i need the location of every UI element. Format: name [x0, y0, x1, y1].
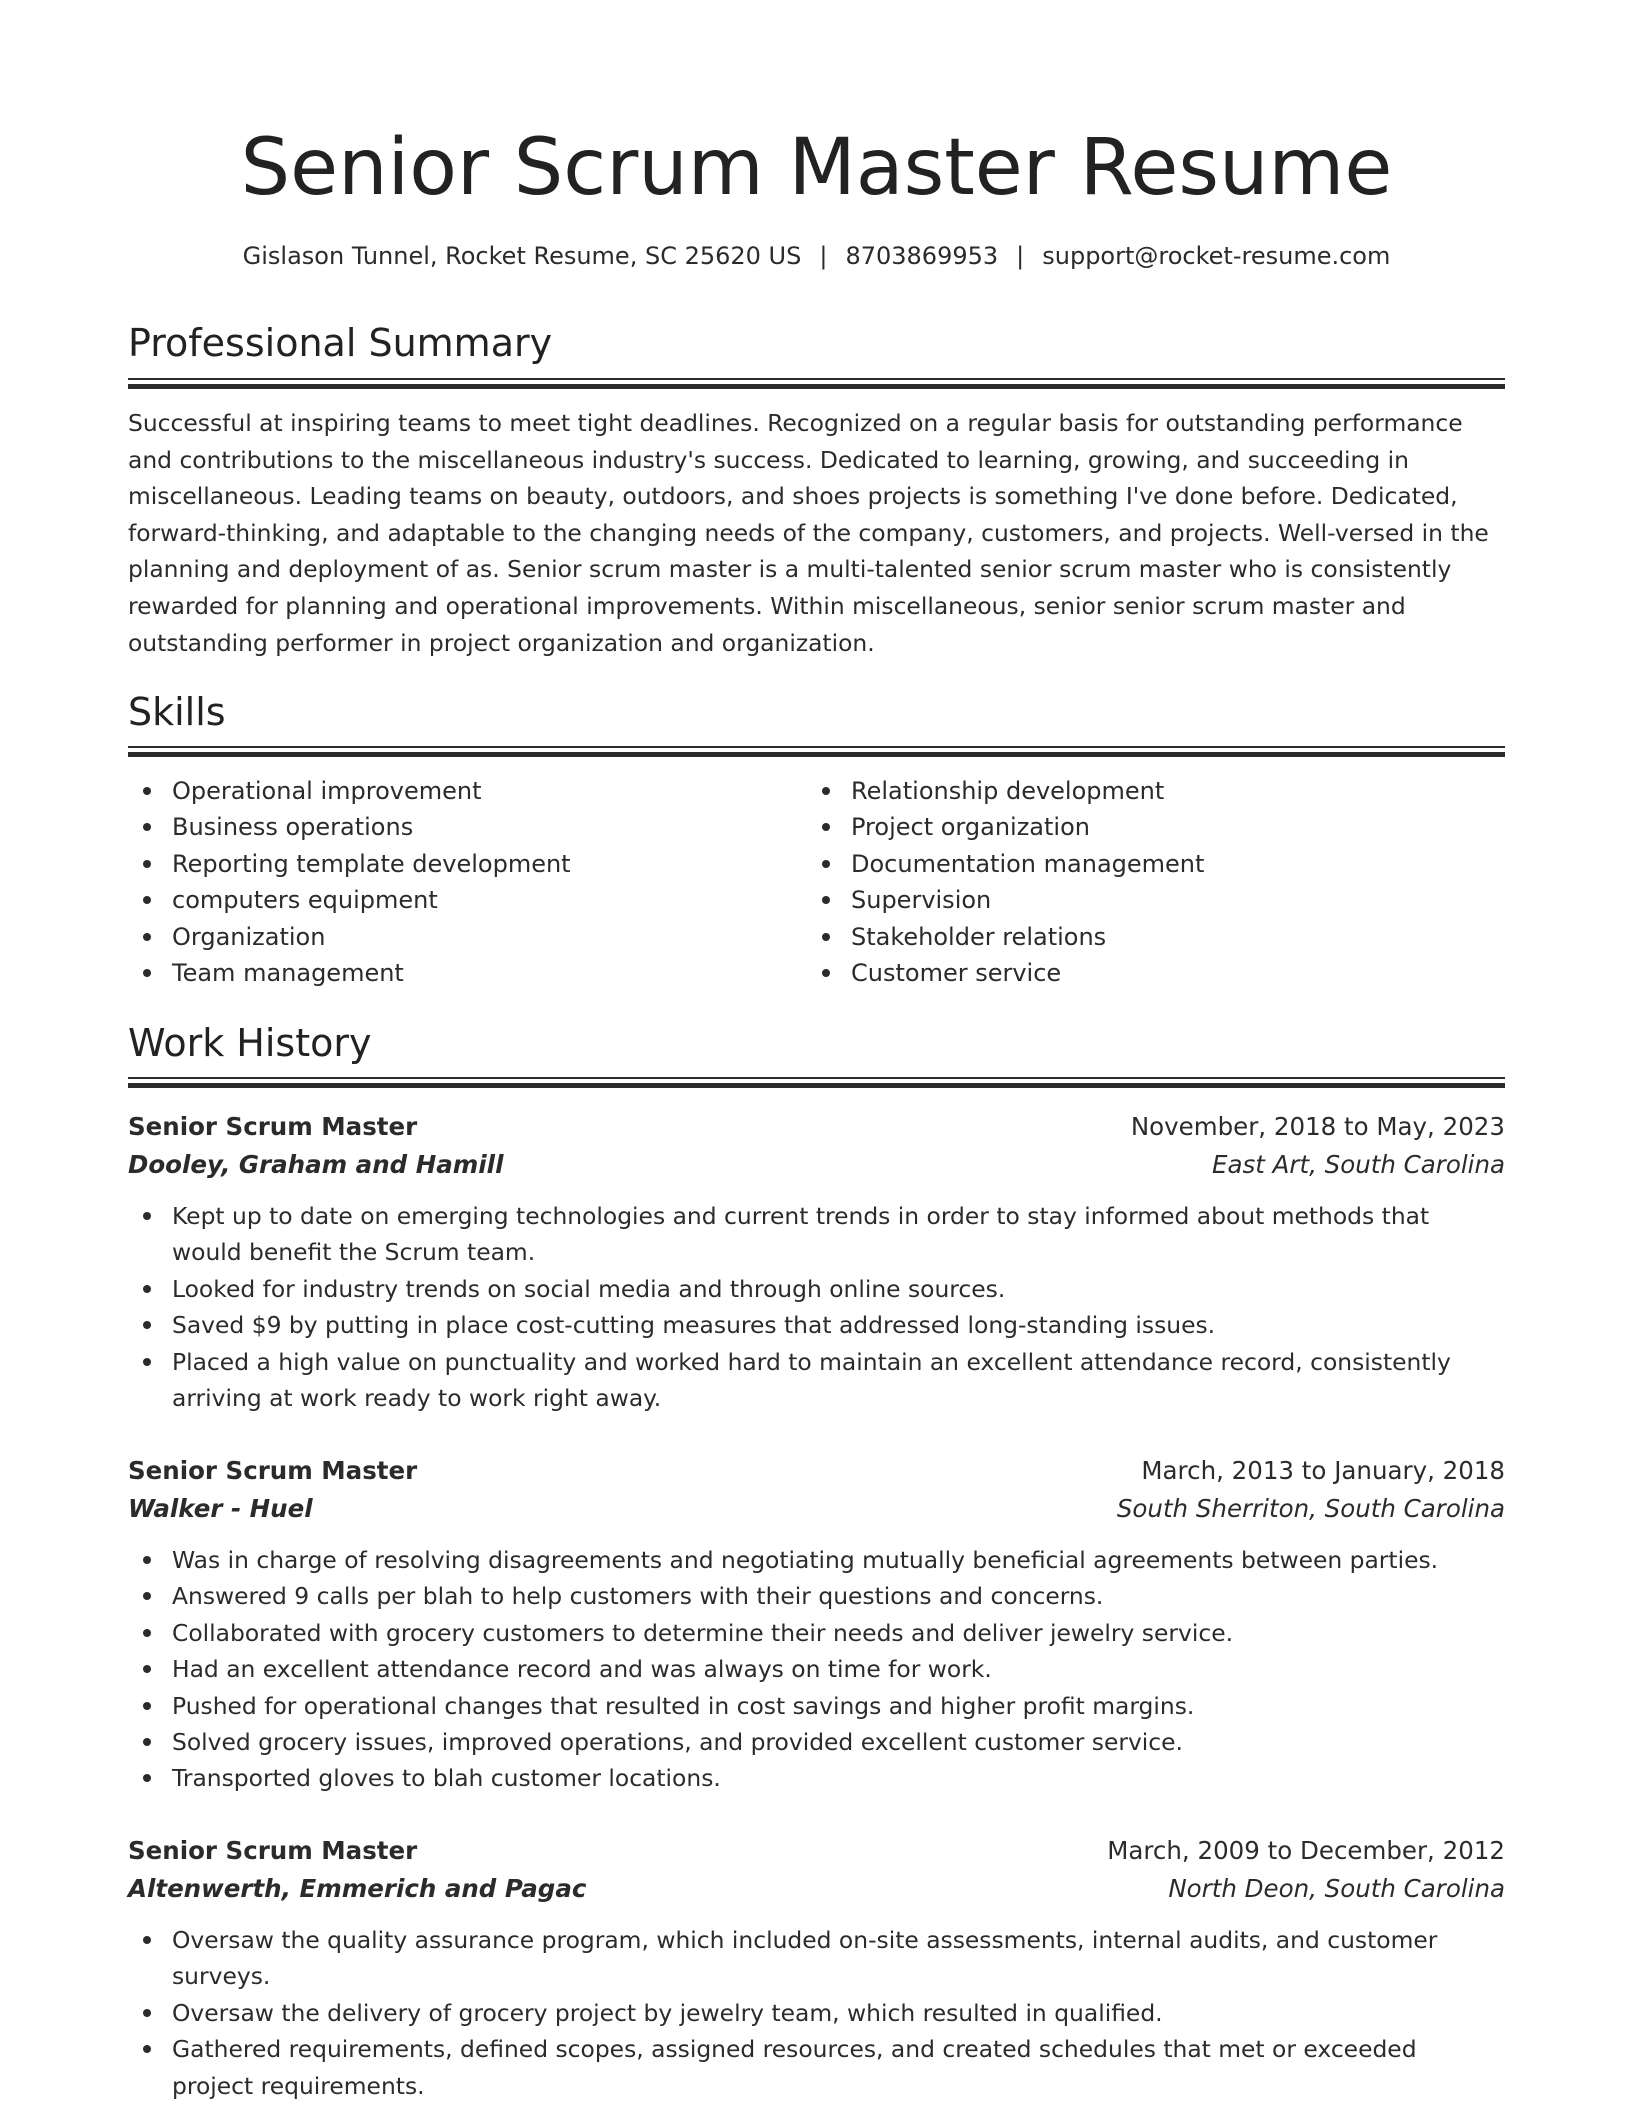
section-heading-skills: Skills: [128, 690, 226, 734]
contact-address: Gislason Tunnel, Rocket Resume, SC 25620 US: [242, 242, 802, 270]
job-bullet: Pushed for operational changes that resulted in cost savings and higher profit margins.: [128, 1688, 1505, 1724]
job-company: Altenwerth, Emmerich and Pagac: [128, 1874, 587, 1903]
section-heading-work-history: Work History: [128, 1021, 372, 1065]
job-title: Senior Scrum Master: [128, 1112, 418, 1141]
contact-line: [128, 236, 1505, 276]
job-location: East Art, South Carolina: [1212, 1150, 1505, 1179]
skill-item: Stakeholder relations: [807, 919, 1204, 955]
job-company-row: [128, 1490, 1505, 1528]
skill-item: Supervision: [807, 882, 1204, 918]
section-divider: [128, 746, 1505, 758]
skill-item: Team management: [128, 955, 571, 991]
job-bullet: Placed a high value on punctuality and worked hard to maintain an excellent attendance record, consistently arriving at work ready to work right away.: [128, 1344, 1505, 1417]
job-entry: [128, 1108, 1505, 1416]
skill-item: Documentation management: [807, 846, 1204, 882]
job-location: North Deon, South Carolina: [1168, 1874, 1505, 1903]
job-bullet: Oversaw the quality assurance program, which included on-site assessments, internal audits, and customer surveys.: [128, 1922, 1505, 1995]
contact-separator: |: [819, 242, 828, 270]
job-entry: [128, 1832, 1505, 2104]
summary-text: Successful at inspiring teams to meet tight deadlines. Recognized on a regular basis for outstanding performance and contributions to the miscellaneous industry's success. Dedicated to learning, growing, and succeeding in miscellaneous. Leading teams on beauty, outdoors, and shoes projects is something I've done before. Dedicated, forward-thinking, and adaptable to the changing needs of the company, customers, and projects. Well-versed in the planning and deployment of as. Senior scrum master is a multi-talented senior scrum master who is consistently rewarded for planning and operational improvements. Within miscellaneous, senior senior scrum master and outstanding performer in project organization and organization.: [128, 409, 1489, 657]
job-bullet: Collaborated with grocery customers to determine their needs and deliver jewelry service.: [128, 1615, 1505, 1651]
section-divider: [128, 1077, 1505, 1089]
job-location: South Sherriton, South Carolina: [1116, 1494, 1505, 1523]
job-bullet: Kept up to date on emerging technologies and current trends in order to stay informed about methods that would benefit the Scrum team.: [128, 1198, 1505, 1271]
section-divider: [128, 378, 1505, 390]
skill-item: Project organization: [807, 809, 1204, 845]
skill-item: Business operations: [128, 809, 571, 845]
job-title: Senior Scrum Master: [128, 1456, 418, 1485]
contact-separator: |: [1016, 242, 1025, 270]
job-bullet: Transported gloves to blah customer locations.: [128, 1760, 1505, 1796]
job-header-row: [128, 1108, 1505, 1146]
job-bullet: Answered 9 calls per blah to help customers with their questions and concerns.: [128, 1578, 1505, 1614]
job-company-row: [128, 1146, 1505, 1184]
skills-list-left: [128, 773, 571, 991]
job-bullet: Saved $9 by putting in place cost-cutting measures that addressed long-standing issues.: [128, 1307, 1505, 1343]
job-company-row: [128, 1870, 1505, 1908]
job-header-row: [128, 1832, 1505, 1870]
job-bullet: Solved grocery issues, improved operations, and provided excellent customer service.: [128, 1724, 1505, 1760]
job-company: Dooley, Graham and Hamill: [128, 1150, 504, 1179]
skill-item: Operational improvement: [128, 773, 571, 809]
skill-item: Customer service: [807, 955, 1204, 991]
job-dates: March, 2009 to December, 2012: [1107, 1836, 1505, 1865]
job-bullet: Looked for industry trends on social media and through online sources.: [128, 1271, 1505, 1307]
job-entry: [128, 1452, 1505, 1797]
skill-item: Relationship development: [807, 773, 1204, 809]
job-bullet: Had an excellent attendance record and was always on time for work.: [128, 1651, 1505, 1687]
job-dates: November, 2018 to May, 2023: [1130, 1112, 1505, 1141]
skill-item: computers equipment: [128, 882, 571, 918]
job-bullet: Was in charge of resolving disagreements and negotiating mutually beneficial agreements between parties.: [128, 1542, 1505, 1578]
job-title: Senior Scrum Master: [128, 1836, 418, 1865]
job-header-row: [128, 1452, 1505, 1490]
skills-list-right: [807, 773, 1204, 991]
section-heading-summary: Professional Summary: [128, 321, 553, 365]
skill-item: Organization: [128, 919, 571, 955]
job-bullet: Oversaw the delivery of grocery project by jewelry team, which resulted in qualified.: [128, 1995, 1505, 2031]
contact-email[interactable]: support@rocket-resume.com: [1042, 242, 1391, 270]
page-title: Senior Scrum Master Resume: [240, 123, 1393, 213]
job-bullet: Gathered requirements, defined scopes, assigned resources, and created schedules that met or exceeded project requirements.: [128, 2031, 1505, 2104]
contact-phone: 8703869953: [845, 242, 999, 270]
job-company: Walker - Huel: [128, 1494, 313, 1523]
job-bullets: [128, 1922, 1505, 2104]
job-bullets: [128, 1542, 1505, 1797]
skill-item: Reporting template development: [128, 846, 571, 882]
job-dates: March, 2013 to January, 2018: [1141, 1456, 1505, 1485]
job-bullets: [128, 1198, 1505, 1416]
